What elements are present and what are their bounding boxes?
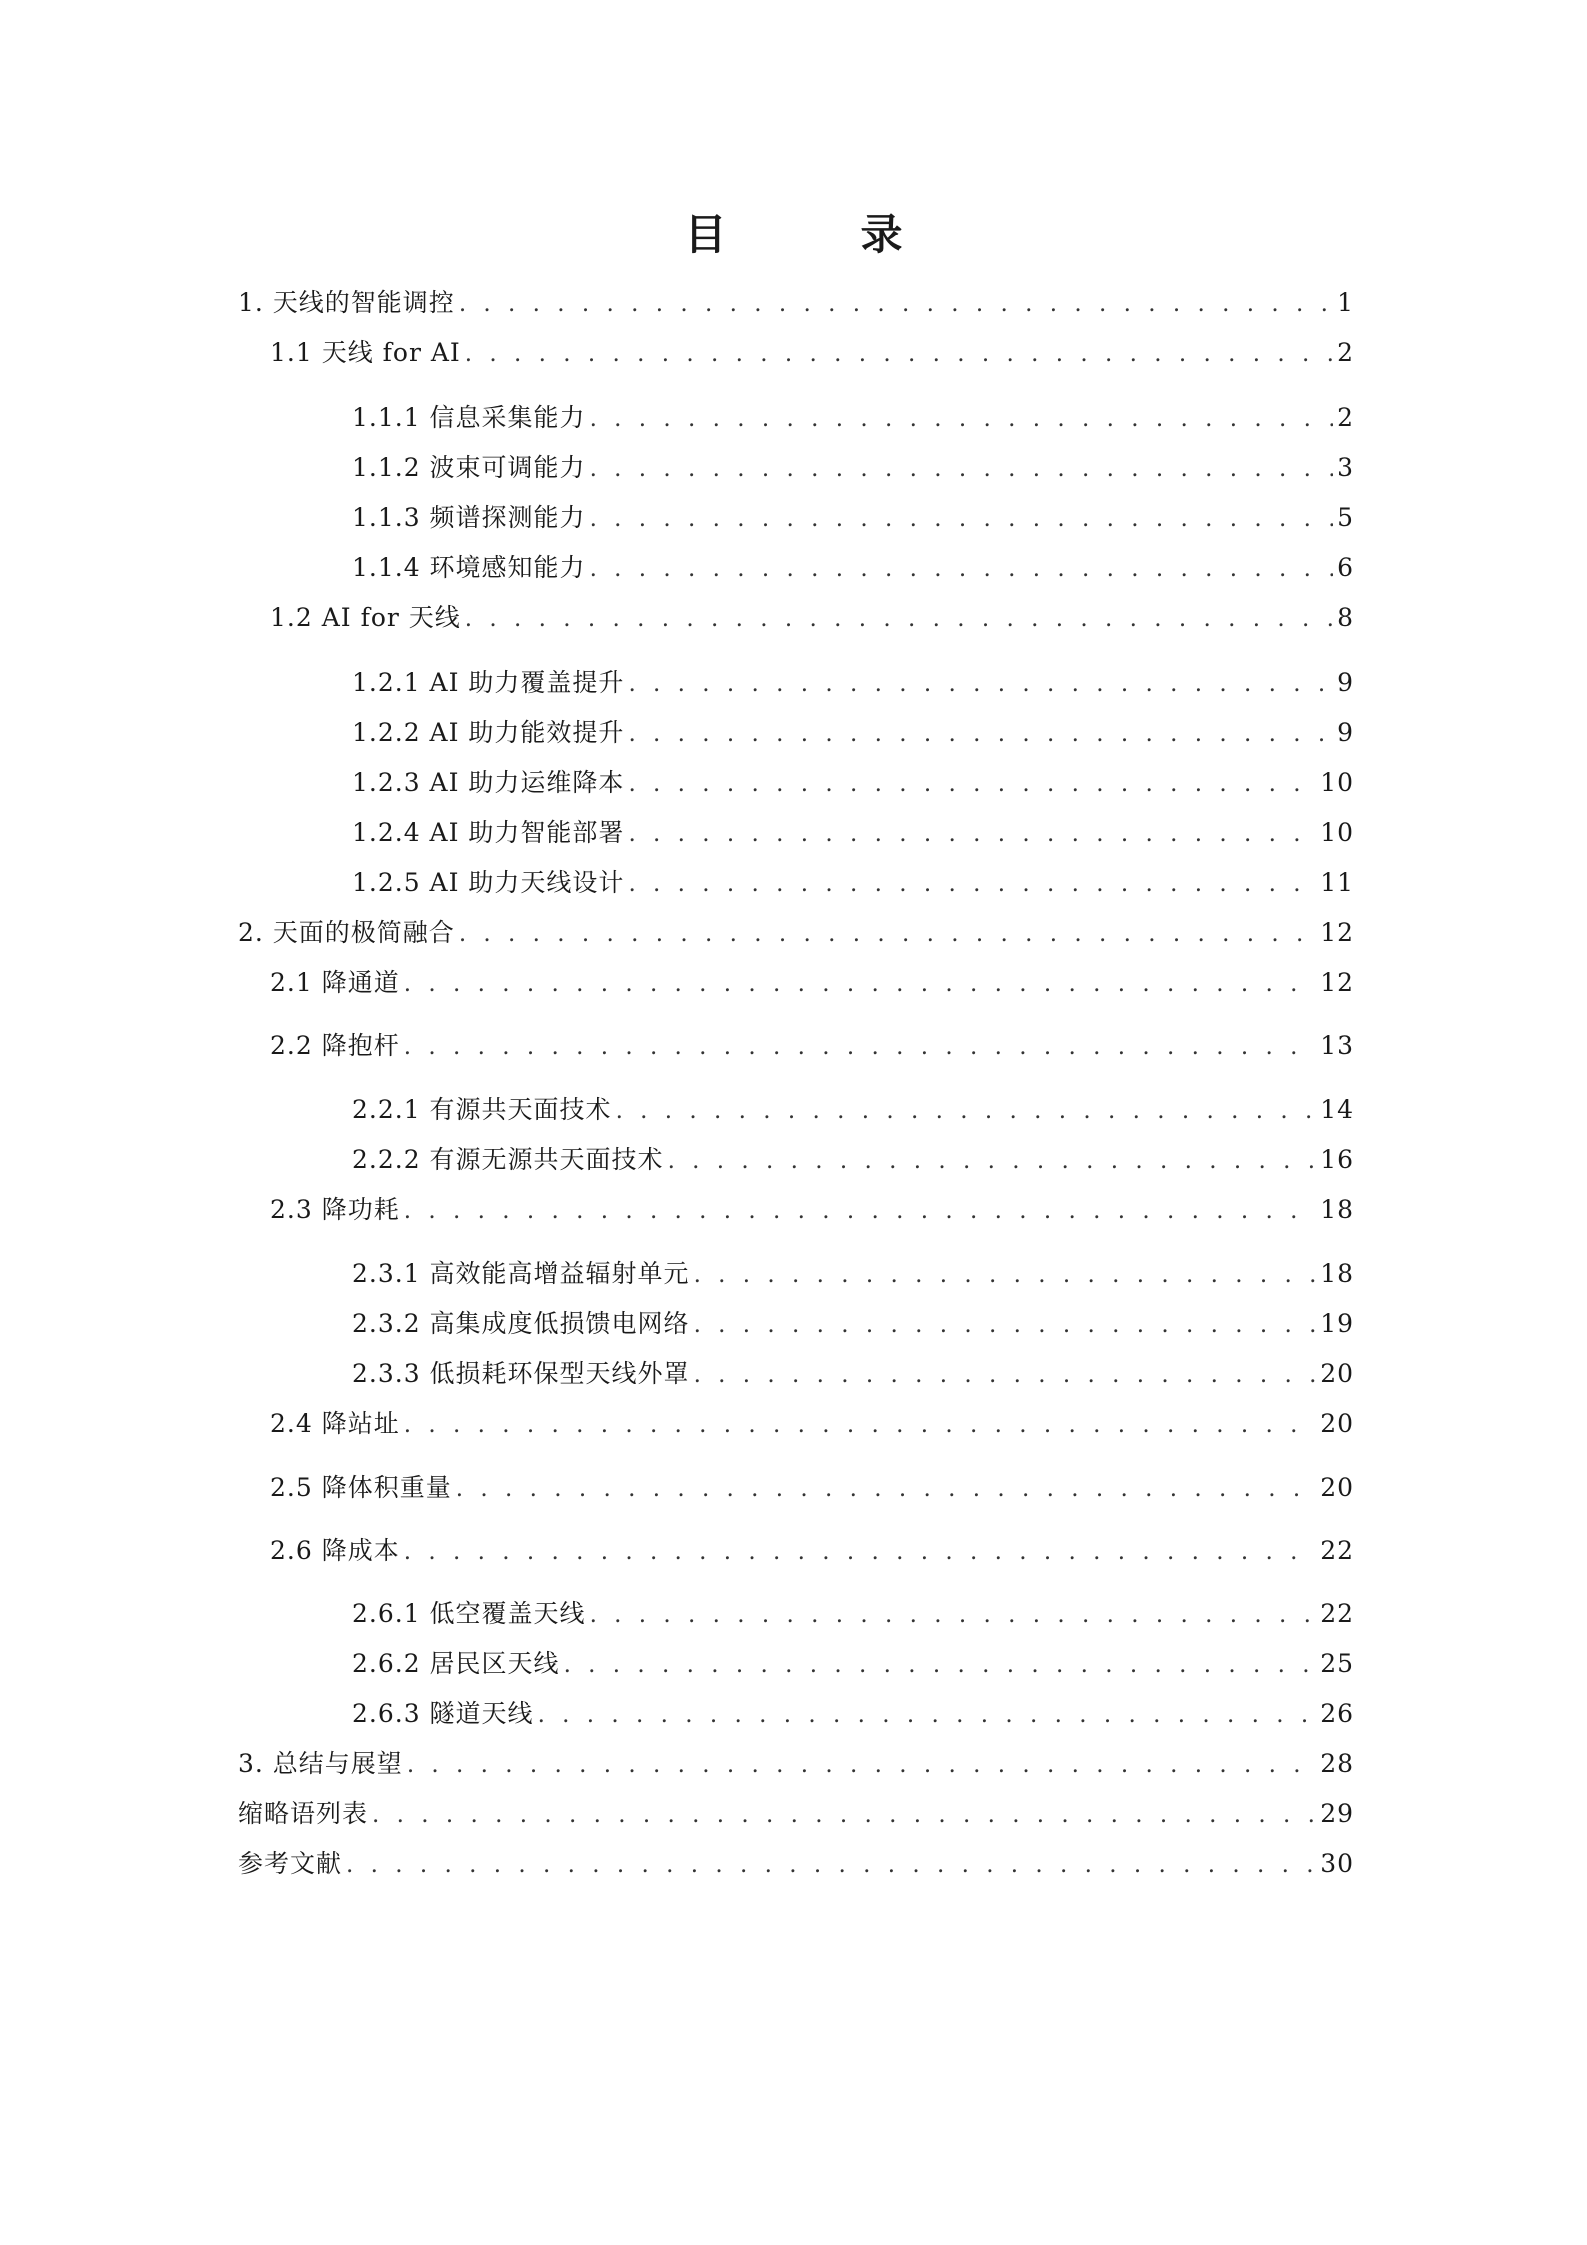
toc-entry-label: 2.6.1 低空覆盖天线: [352, 1599, 586, 1628]
toc-entry-label: 1.2.5 AI 助力天线设计: [352, 868, 625, 897]
toc-entry[interactable]: [270, 1406, 1354, 1443]
toc-leader-dots: [404, 1193, 1316, 1229]
toc-leader-dots: [628, 666, 1333, 702]
toc-entry-page-number: 5: [1337, 503, 1354, 532]
toc-leader-dots: [590, 1597, 1317, 1633]
toc-entry-label: 参考文献: [238, 1849, 343, 1878]
toc-entry[interactable]: [352, 500, 1354, 537]
toc-entry-label: 2.2.2 有源无源共天面技术: [352, 1145, 664, 1174]
toc-entry[interactable]: [238, 285, 1354, 322]
toc-entry-label: 2.3 降功耗: [270, 1195, 400, 1224]
toc-entry[interactable]: [352, 550, 1354, 587]
toc-leader-dots: [694, 1357, 1317, 1393]
toc-leader-dots: [465, 601, 1333, 637]
toc-entry-page-number: 10: [1320, 768, 1354, 797]
toc-leader-dots: [590, 501, 1334, 537]
toc-leader-dots: [628, 816, 1316, 852]
toc-leader-dots: [628, 716, 1333, 752]
toc-leader-dots: [538, 1697, 1317, 1733]
toc-entry-label: 1.2.3 AI 助力运维降本: [352, 768, 625, 797]
toc-entry-label: 1.2 AI for 天线: [270, 603, 461, 632]
toc-leader-dots: [372, 1797, 1316, 1833]
toc-entry[interactable]: [270, 1470, 1354, 1507]
toc-leader-dots: [404, 1407, 1316, 1443]
toc-entry-page-number: 29: [1320, 1799, 1354, 1828]
toc-leader-dots: [628, 766, 1316, 802]
toc-entry-page-number: 8: [1337, 603, 1354, 632]
toc-entry-label: 1.1.3 频谱探测能力: [352, 503, 586, 532]
toc-entry[interactable]: [352, 715, 1354, 752]
toc-leader-dots: [694, 1307, 1317, 1343]
toc-entry-page-number: 20: [1320, 1409, 1354, 1438]
toc-leader-dots: [404, 1534, 1316, 1570]
toc-leader-dots: [590, 401, 1334, 437]
toc-leader-dots: [465, 336, 1333, 372]
toc-entry-label: 1.1.4 环境感知能力: [352, 553, 586, 582]
toc-leader-dots: [590, 551, 1334, 587]
toc-entry-page-number: 14: [1320, 1095, 1354, 1124]
toc-entry-page-number: 28: [1320, 1749, 1354, 1778]
toc-entry[interactable]: [352, 1646, 1354, 1683]
toc-leader-dots: [564, 1647, 1317, 1683]
toc-entry[interactable]: [270, 1192, 1354, 1229]
toc-entry[interactable]: [352, 1256, 1354, 1293]
toc-entry-label: 2.3.3 低损耗环保型天线外罩: [352, 1359, 690, 1388]
toc-entry-page-number: 12: [1320, 918, 1354, 947]
toc-entry-page-number: 1: [1337, 288, 1354, 317]
toc-entry[interactable]: [352, 1696, 1354, 1733]
toc-entry-label: 2.1 降通道: [270, 968, 400, 997]
toc-entry-label: 1.2.2 AI 助力能效提升: [352, 718, 625, 747]
toc-entry-label: 2.6.3 隧道天线: [352, 1699, 534, 1728]
toc-entry[interactable]: [352, 865, 1354, 902]
toc-entry-page-number: 25: [1320, 1649, 1354, 1678]
toc-entry[interactable]: [352, 1092, 1354, 1129]
toc-entry[interactable]: [352, 400, 1354, 437]
toc-entry-label: 2. 天面的极简融合: [238, 918, 455, 947]
toc-entry-page-number: 6: [1337, 553, 1354, 582]
toc-entry[interactable]: [352, 665, 1354, 702]
toc-leader-dots: [616, 1093, 1317, 1129]
toc-entry-page-number: 9: [1337, 718, 1354, 747]
toc-entry-page-number: 12: [1320, 968, 1354, 997]
toc-entry[interactable]: [270, 965, 1354, 1002]
toc-leader-dots: [668, 1143, 1317, 1179]
toc-entry[interactable]: [352, 815, 1354, 852]
page-title: 目 录: [684, 210, 949, 259]
toc-entry-label: 2.5 降体积重量: [270, 1473, 452, 1502]
toc-entry-page-number: 30: [1320, 1849, 1354, 1878]
toc-entry-label: 1.1.1 信息采集能力: [352, 403, 586, 432]
toc-entry-page-number: 2: [1337, 338, 1354, 367]
toc-entry-page-number: 22: [1320, 1599, 1354, 1628]
toc-entry[interactable]: [270, 600, 1354, 637]
toc-entry-page-number: 18: [1320, 1195, 1354, 1224]
toc-entry-label: 1.1.2 波束可调能力: [352, 453, 586, 482]
toc-entry-page-number: 9: [1337, 668, 1354, 697]
toc-leader-dots: [459, 916, 1316, 952]
toc-entry-page-number: 22: [1320, 1536, 1354, 1565]
toc-entry-label: 2.2.1 有源共天面技术: [352, 1095, 612, 1124]
toc-entry-label: 2.4 降站址: [270, 1409, 400, 1438]
toc-leader-dots: [459, 286, 1333, 322]
toc-entry-page-number: 10: [1320, 818, 1354, 847]
toc-entry-label: 1. 天线的智能调控: [238, 288, 455, 317]
toc-entry-label: 2.3.2 高集成度低损馈电网络: [352, 1309, 690, 1338]
toc-entry-label: 缩略语列表: [238, 1799, 369, 1828]
toc-entry[interactable]: [270, 1028, 1354, 1065]
toc-entry[interactable]: [238, 1796, 1354, 1833]
toc-leader-dots: [628, 866, 1316, 902]
toc-entry-page-number: 13: [1320, 1031, 1354, 1060]
toc-entry-page-number: 11: [1320, 868, 1354, 897]
toc-entry-label: 2.6 降成本: [270, 1536, 400, 1565]
toc-entry[interactable]: [270, 1533, 1354, 1570]
toc-leader-dots: [456, 1471, 1316, 1507]
toc-entry[interactable]: [238, 915, 1354, 952]
toc-entry-page-number: 26: [1320, 1699, 1354, 1728]
toc-entry-label: 2.3.1 高效能高增益辐射单元: [352, 1259, 690, 1288]
toc-entry-label: 3. 总结与展望: [238, 1749, 403, 1778]
toc-entry-page-number: 20: [1320, 1473, 1354, 1502]
toc-entry-page-number: 19: [1320, 1309, 1354, 1338]
toc-entry-label: 1.2.4 AI 助力智能部署: [352, 818, 625, 847]
toc-entry-label: 1.2.1 AI 助力覆盖提升: [352, 668, 625, 697]
toc-entry-page-number: 20: [1320, 1359, 1354, 1388]
toc-entry[interactable]: [352, 1306, 1354, 1343]
toc-entry-page-number: 3: [1337, 453, 1354, 482]
toc-leader-dots: [404, 966, 1316, 1002]
toc-leader-dots: [694, 1257, 1317, 1293]
toc-entry[interactable]: [238, 1746, 1354, 1783]
toc-entry[interactable]: [238, 1846, 1354, 1883]
toc-entry-label: 1.1 天线 for AI: [270, 338, 461, 367]
toc-entry-label: 2.2 降抱杆: [270, 1031, 400, 1060]
toc-leader-dots: [590, 451, 1334, 487]
toc-entry-page-number: 16: [1320, 1145, 1354, 1174]
toc-leader-dots: [407, 1747, 1316, 1783]
toc-entry[interactable]: [352, 1596, 1354, 1633]
toc-entry-page-number: 2: [1337, 403, 1354, 432]
toc-entry[interactable]: [352, 765, 1354, 802]
toc-entry[interactable]: [352, 1142, 1354, 1179]
toc-entry[interactable]: [352, 1356, 1354, 1393]
toc-entry[interactable]: [270, 335, 1354, 372]
toc-entry[interactable]: [352, 450, 1354, 487]
toc-leader-dots: [346, 1847, 1316, 1883]
toc-entry-label: 2.6.2 居民区天线: [352, 1649, 560, 1678]
toc-leader-dots: [404, 1029, 1316, 1065]
toc-entry-page-number: 18: [1320, 1259, 1354, 1288]
